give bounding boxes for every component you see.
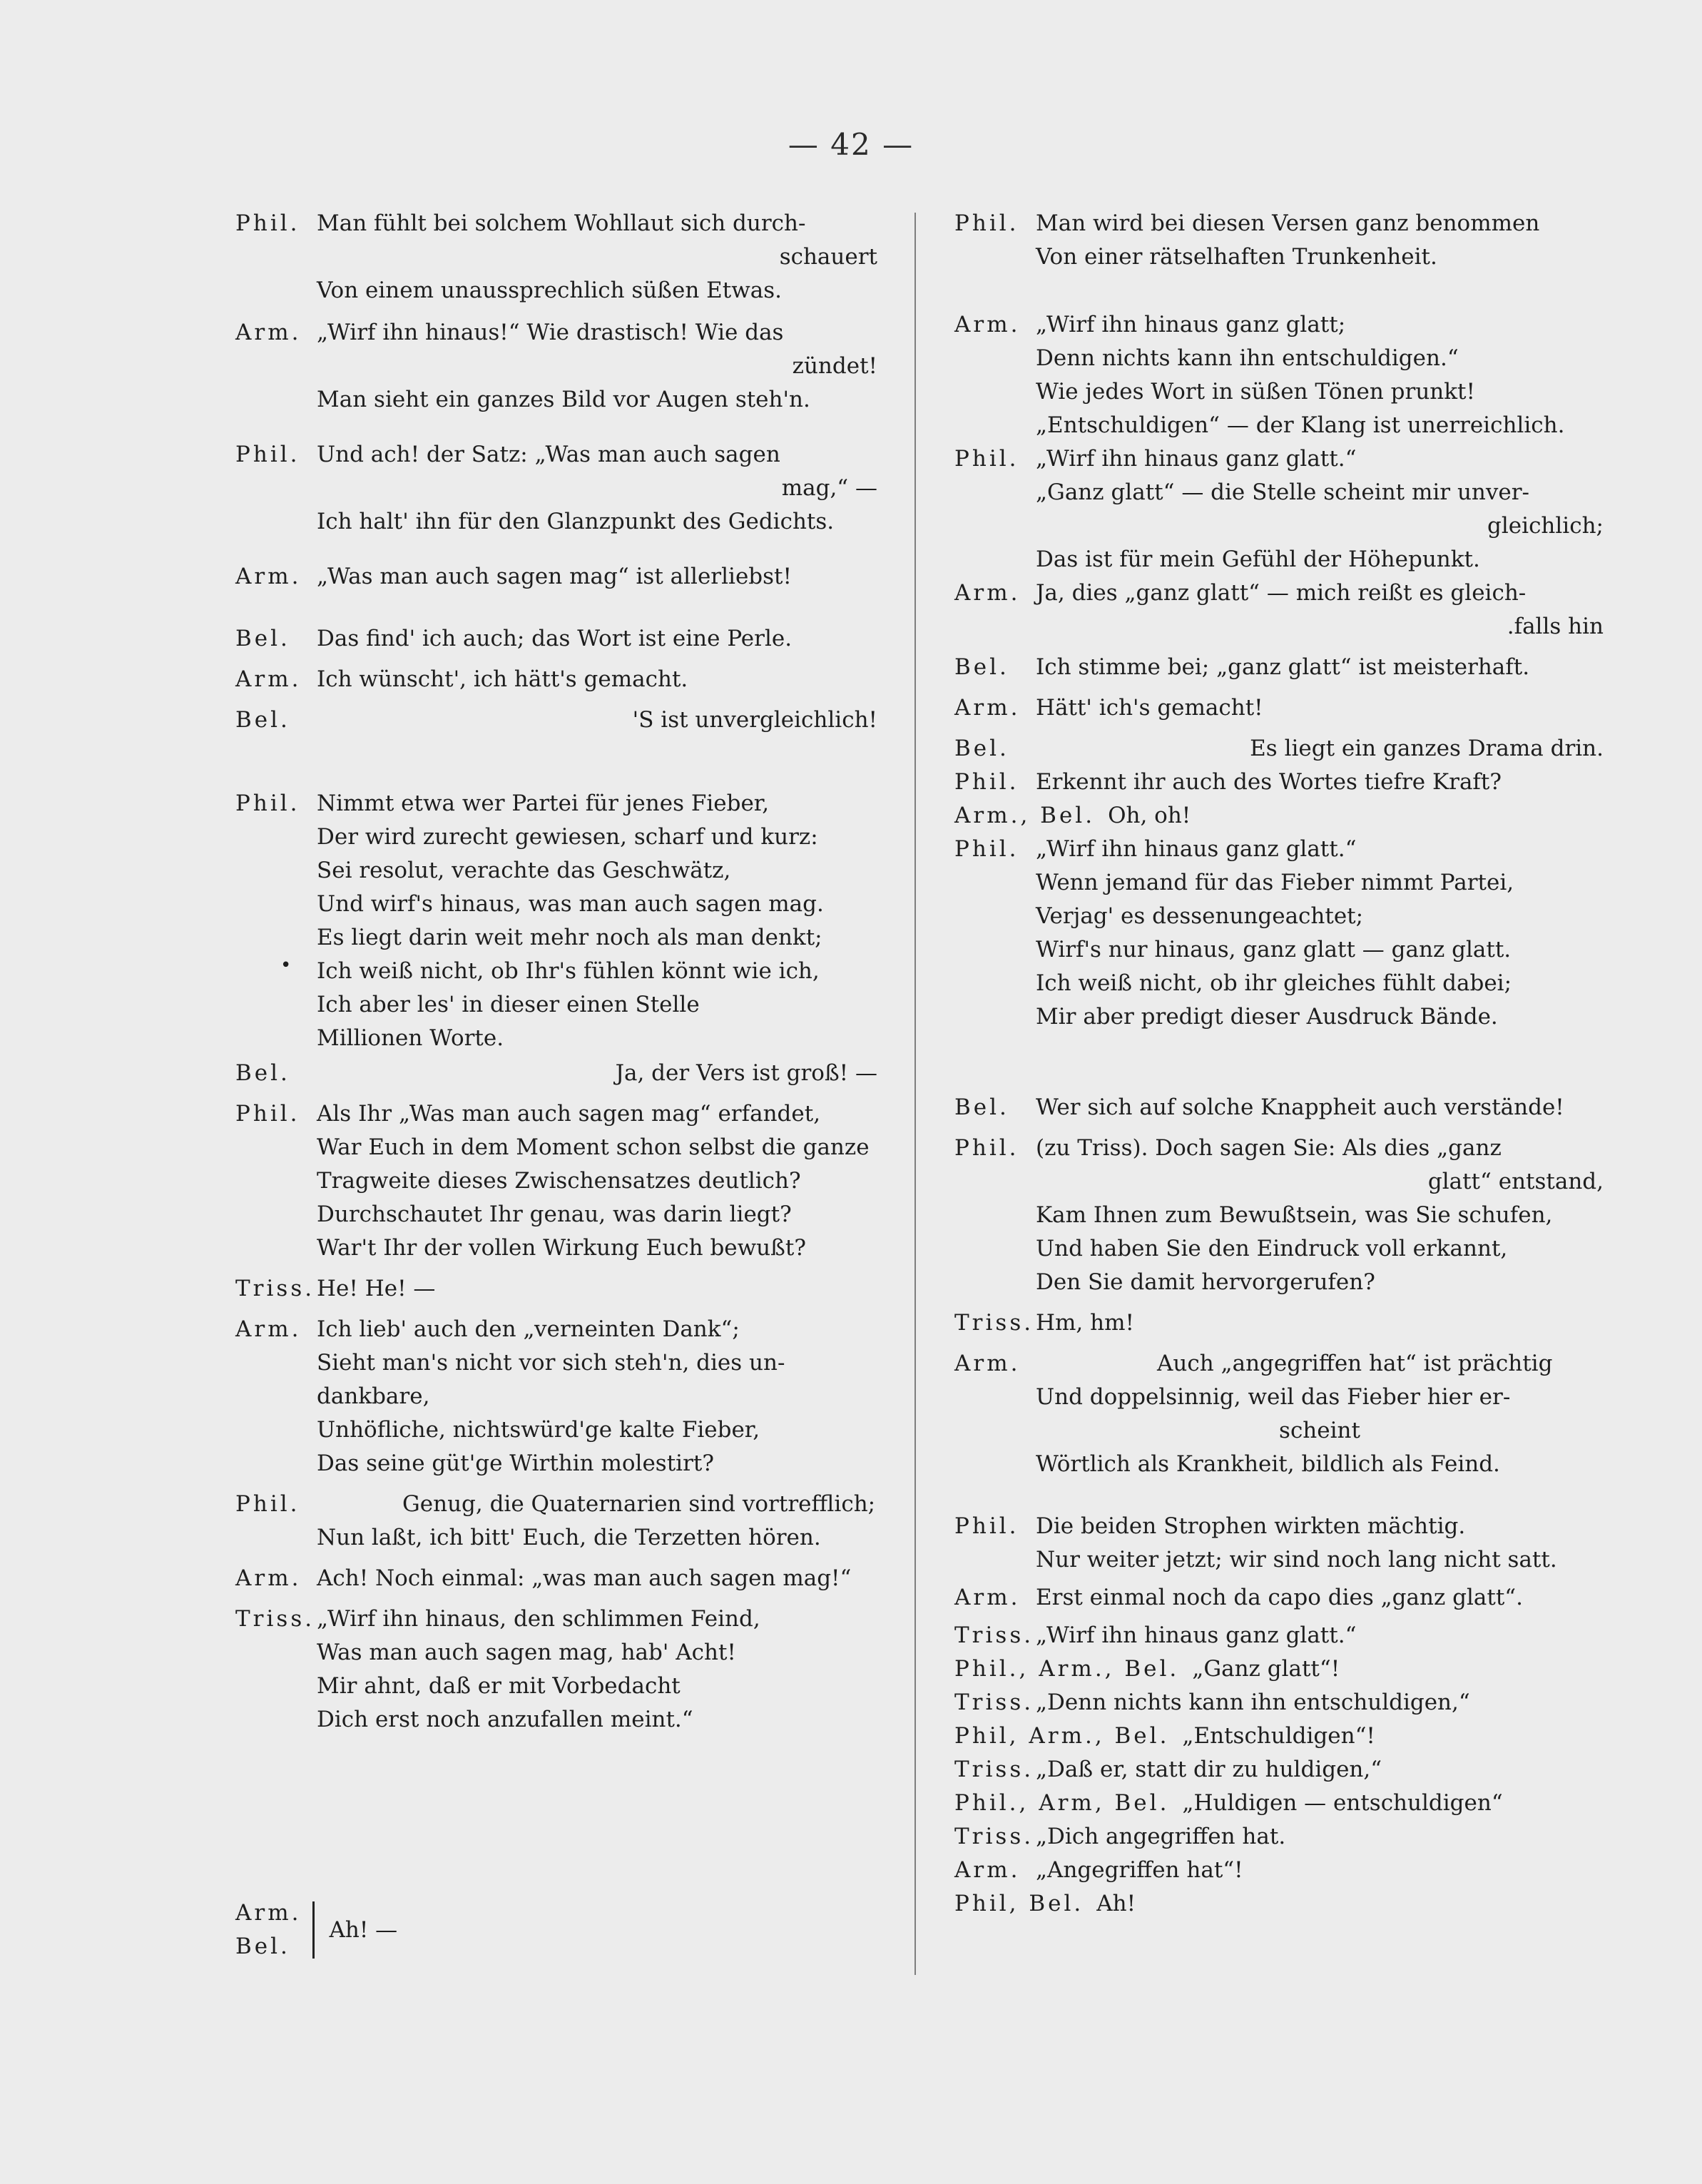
dialogue-entry [954, 1753, 1604, 1787]
speech-line: Mir aber predigt dieser Ausdruck Bände. [1036, 1004, 1498, 1030]
speech [1036, 1686, 1604, 1720]
speaker-name: Triss. [954, 1757, 1034, 1782]
speech [317, 1562, 877, 1595]
speech [1036, 1854, 1604, 1887]
speech [1036, 1306, 1604, 1340]
dialogue-entry [954, 651, 1604, 684]
speech [317, 704, 877, 737]
speech-line: Ach! Noch einmal: „was man auch sagen mag!“ [317, 1565, 852, 1591]
speaker-name: Triss. [235, 1276, 315, 1301]
speech-line: „Wirf ihn hinaus!“ Wie drastisch! Wie das [317, 320, 784, 345]
speech-line: „Wirf ihn hinaus ganz glatt.“ [1036, 446, 1357, 472]
speech [1036, 577, 1604, 644]
speech-line: Ich stimme bei; „ganz glatt“ ist meisterhaft. [1036, 654, 1530, 680]
speaker-name: Phil. [235, 210, 300, 236]
speaker-name: Arm. [235, 1316, 302, 1342]
speech [1096, 1887, 1604, 1921]
speech-line: Ich aber les' in dieser einen Stelle [317, 992, 700, 1017]
speech-line: Ah! [1096, 1891, 1136, 1916]
dialogue-entry [954, 1091, 1604, 1124]
dialogue-entry [235, 1603, 877, 1737]
speaker-name: Phil. [954, 210, 1019, 236]
speech-line: Ich wünscht', ich hätt's gemacht. [317, 666, 688, 692]
speech [1036, 1753, 1604, 1787]
speaker-name: Phil. [954, 836, 1019, 862]
dialogue-entry [235, 316, 877, 417]
dialogue-entry [954, 1854, 1604, 1887]
speech [1036, 1619, 1604, 1652]
speech-line: Von einer rätselhaften Trunkenheit. [1036, 244, 1437, 270]
left-column [235, 207, 877, 1737]
speech [317, 622, 877, 656]
speaker-name: Arm. [235, 1900, 302, 1926]
speech-line: „Wirf ihn hinaus ganz glatt; [1036, 312, 1346, 337]
speech [1036, 1132, 1604, 1299]
dialogue-entry [235, 560, 877, 594]
speech-line: War Euch in dem Moment schon selbst die ganze [317, 1134, 870, 1160]
speaker-name: Phil. [954, 446, 1019, 472]
speaker-name: Arm. [954, 580, 1021, 606]
dialogue-entry [954, 308, 1604, 442]
dialogue-entry [954, 577, 1604, 644]
dialogue-entry [235, 663, 877, 696]
speech-line: Der wird zurecht gewiesen, scharf und kurz: [317, 824, 818, 850]
speech-line: Ja, dies „ganz glatt“ — mich reißt es gleich- [1036, 580, 1527, 606]
speech [317, 663, 877, 696]
speaker-name: Bel. [235, 1060, 290, 1086]
speech-line: Man fühlt bei solchem Wohllaut sich durch- [317, 210, 806, 236]
speech-line: He! He! — [317, 1276, 436, 1301]
dialogue-entry [954, 1347, 1604, 1481]
speech-line: Das seine güt'ge Wirthin molestirt? [317, 1451, 714, 1476]
speech-line: Mir ahnt, daß er mit Vorbedacht [317, 1673, 681, 1699]
speech [317, 1057, 877, 1090]
speaker-name: Triss. [954, 1622, 1034, 1648]
bracket-speakers [235, 1896, 301, 1964]
speech-line: Sieht man's nicht vor sich steh'n, dies un- [317, 1350, 785, 1376]
speech-line: „Entschuldigen“ — der Klang ist unerreichlich. [1036, 412, 1565, 438]
dialogue-entry [954, 1720, 1604, 1753]
speech [317, 438, 877, 539]
dialogue-entry [235, 704, 877, 737]
speaker-name: Triss. [954, 1310, 1034, 1336]
speech-line: Ich weiß nicht, ob ihr gleiches fühlt dabei; [1036, 970, 1512, 996]
speaker-name: Bel. [954, 736, 1009, 761]
speech-line: „Denn nichts kann ihn entschuldigen,“ [1036, 1690, 1470, 1715]
speaker-name: Triss. [235, 1606, 315, 1632]
speaker-name: Phil. [954, 769, 1019, 795]
speech-line: Die beiden Strophen wirkten mächtig. [1036, 1513, 1466, 1539]
speech-line: dankbare, [317, 1383, 430, 1409]
speech [1108, 799, 1604, 833]
speech [1036, 833, 1604, 1034]
speech-line: Hätt' ich's gemacht! [1036, 695, 1263, 721]
speech-line: Wörtlich als Krankheit, bildlich als Feind. [1036, 1451, 1500, 1477]
speech-line: Sei resolut, verachte das Geschwätz, [317, 858, 731, 883]
speech-line: „Wirf ihn hinaus ganz glatt.“ [1036, 1622, 1357, 1648]
speaker-name: Triss. [954, 1824, 1034, 1849]
speech-line: Verjag' es dessenungeachtet; [1036, 903, 1364, 929]
speaker-name: Arm. [235, 564, 302, 589]
speech [1036, 1510, 1604, 1577]
speech-line: Genug, die Quaternarien sind vortrefflich; [402, 1491, 876, 1517]
speech-line: Nimmt etwa wer Partei für jenes Fieber, [317, 791, 770, 816]
dialogue-entry [235, 207, 877, 308]
speech-line: .falls hin [1507, 614, 1604, 639]
speech-line: scheint [1279, 1418, 1360, 1443]
speech-line: Wenn jemand für das Fieber nimmt Partei, [1036, 870, 1514, 895]
speech-line: gleichlich; [1487, 513, 1604, 539]
dialogue-entry [954, 207, 1604, 274]
speech-line: Das ist für mein Gefühl der Höhepunkt. [1036, 547, 1480, 572]
speech [1182, 1720, 1604, 1753]
speaker-name: Arm. [954, 695, 1021, 721]
dialogue-entry [954, 442, 1604, 577]
dialogue-entry [954, 1652, 1604, 1686]
dialogue-entry [954, 732, 1604, 766]
speech [1036, 1091, 1604, 1124]
speaker-name: Phil, Arm., Bel. [954, 1723, 1170, 1749]
speech [1192, 1652, 1604, 1686]
speech-line: schauert [779, 244, 877, 270]
speech-line: Und ach! der Satz: „Was man auch sagen [317, 442, 780, 467]
dialogue-entry [954, 1132, 1604, 1299]
right-column [954, 207, 1604, 1921]
speech-line: Wie jedes Wort in süßen Tönen prunkt! [1036, 379, 1475, 405]
dialogue-entry [954, 1887, 1604, 1921]
speech-line: Und haben Sie den Eindruck voll erkannt, [1036, 1236, 1508, 1261]
speech-line: Auch „angegriffen hat“ ist prächtig [1157, 1351, 1553, 1376]
speech [1036, 207, 1604, 274]
dialogue-entry [235, 1272, 877, 1306]
speech [1036, 691, 1604, 725]
page-number: — 42 — [788, 127, 914, 162]
speech-line: „Was man auch sagen mag“ ist allerliebst! [317, 564, 792, 589]
speech-line: „Wirf ihn hinaus, den schlimmen Feind, [317, 1606, 760, 1632]
speech-line: War't Ihr der vollen Wirkung Euch bewußt? [317, 1235, 806, 1261]
speech-line: (zu Triss). Doch sagen Sie: Als dies „ganz [1036, 1135, 1502, 1161]
dialogue-entry [954, 1510, 1604, 1577]
speaker-name: Bel. [235, 626, 290, 651]
speech-line: Es liegt darin weit mehr noch als man denkt; [317, 925, 822, 950]
speaker-name: Phil., Arm, Bel. [954, 1790, 1170, 1816]
speech-line: Es liegt ein ganzes Drama drin. [1250, 736, 1604, 761]
speech-line: „Angegriffen hat“! [1036, 1857, 1243, 1883]
speech-line: „Ganz glatt“! [1192, 1656, 1340, 1682]
speech [317, 1488, 877, 1555]
speech-line: „Entschuldigen“! [1182, 1723, 1375, 1749]
speaker-name: Bel. [235, 707, 290, 733]
speaker-name: Arm. [235, 666, 302, 692]
speech [317, 1313, 877, 1480]
speech-line: zündet! [792, 353, 877, 379]
brace-mark [312, 1901, 319, 1959]
speech [1036, 1820, 1604, 1854]
speech-line: 'S ist unvergleichlich! [632, 707, 877, 733]
speech [317, 316, 877, 417]
dialogue-entry [235, 438, 877, 539]
speech-line: Denn nichts kann ihn entschuldigen.“ [1036, 345, 1459, 371]
speech [1036, 1581, 1604, 1615]
speaker-name: Phil. [954, 1135, 1019, 1161]
dialogue-entry [954, 1581, 1604, 1615]
speech-line: Man sieht ein ganzes Bild vor Augen steh'n. [317, 387, 810, 412]
speaker-name: Arm. [235, 1565, 302, 1591]
speaker-name: Bel. [954, 1094, 1009, 1120]
dialogue-entry [954, 1306, 1604, 1340]
speech [1036, 732, 1604, 766]
speaker-name: Phil. [235, 442, 300, 467]
speech-line: Erst einmal noch da capo dies „ganz glatt“. [1036, 1585, 1523, 1610]
speech-line: „Dich angegriffen hat. [1036, 1824, 1286, 1849]
speaker-name: Arm. [235, 320, 302, 345]
speaker-name: Arm. [954, 1351, 1021, 1376]
speech-line: Millionen Worte. [317, 1025, 504, 1051]
speech-line: mag,“ — [781, 475, 877, 501]
speaker-name: Phil. [235, 1491, 300, 1517]
bracket-entry [235, 1896, 397, 1964]
speech [317, 560, 877, 594]
dialogue-entry [954, 1686, 1604, 1720]
speech-line: Das find' ich auch; das Wort ist eine Perle. [317, 626, 793, 651]
speech [317, 1603, 877, 1737]
speech-line: „Huldigen — entschuldigen“ [1182, 1790, 1503, 1816]
speech-line: Ich halt' ihn für den Glanzpunkt des Gedichts. [317, 509, 835, 534]
dialogue-entry [954, 691, 1604, 725]
speech-line: Als Ihr „Was man auch sagen mag“ erfandet, [317, 1101, 821, 1127]
speech-line: Ja, der Vers ist groß! — [615, 1060, 877, 1086]
dialogue-entry [235, 1488, 877, 1555]
speaker-name: Arm. [954, 312, 1021, 337]
speech-line: Erkennt ihr auch des Wortes tiefre Kraft? [1036, 769, 1502, 795]
dialogue-entry [954, 833, 1604, 1034]
speaker-name: Phil. [235, 1101, 300, 1127]
dialogue-entry [235, 787, 877, 1055]
speech-line: Den Sie damit hervorgerufen? [1036, 1269, 1375, 1295]
speech [317, 1272, 877, 1306]
speech [1182, 1787, 1604, 1820]
speech-line: Hm, hm! [1036, 1310, 1134, 1336]
dialogue-entry [954, 766, 1604, 799]
speech [1036, 442, 1604, 577]
dialogue-entry [235, 622, 877, 656]
speech-line: Ich lieb' auch den „verneinten Dank“; [317, 1316, 740, 1342]
column-divider [914, 213, 916, 1975]
speech-line: glatt“ entstand, [1427, 1169, 1604, 1194]
speech [1036, 1347, 1604, 1481]
dialogue-entry [954, 1619, 1604, 1652]
speaker-name: Triss. [954, 1690, 1034, 1715]
speech-line: Nun laßt, ich bitt' Euch, die Terzetten hören. [317, 1525, 821, 1550]
speech-line: Oh, oh! [1108, 803, 1191, 828]
speech-line: Tragweite dieses Zwischensatzes deutlich? [317, 1168, 801, 1194]
speech-line: Ah! — [329, 1916, 398, 1943]
dialogue-entry [235, 1562, 877, 1595]
speaker-name: Bel. [235, 1934, 290, 1959]
dialogue-entry [954, 1787, 1604, 1820]
dialogue-entry [954, 1820, 1604, 1854]
speech-line: „Ganz glatt“ — die Stelle scheint mir unver- [1036, 479, 1530, 505]
speech [317, 207, 877, 308]
speaker-name: Arm. [954, 1857, 1021, 1883]
speech-line: Unhöfliche, nichtswürd'ge kalte Fieber, [317, 1417, 760, 1443]
speech-line: „Wirf ihn hinaus ganz glatt.“ [1036, 836, 1357, 862]
speech-line: Durchschautet Ihr genau, was darin liegt? [317, 1202, 792, 1227]
speaker-name: Phil. [954, 1513, 1019, 1539]
speech-line: Was man auch sagen mag, hab' Acht! [317, 1640, 736, 1665]
speech-line: Von einem unaussprechlich süßen Etwas. [317, 278, 782, 303]
speaker-name: Phil., Arm., Bel. [954, 1656, 1180, 1682]
speech-line: Ich weiß nicht, ob Ihr's fühlen könnt wie ich, [317, 958, 820, 984]
speech [317, 1097, 877, 1265]
speech [1036, 766, 1604, 799]
speaker-name: Phil, Bel. [954, 1891, 1084, 1916]
speech-line: Und wirf's hinaus, was man auch sagen mag. [317, 891, 824, 917]
dialogue-entry [235, 1097, 877, 1265]
dialogue-entry [235, 1313, 877, 1480]
speech [1036, 308, 1604, 442]
speech-line: Kam Ihnen zum Bewußtsein, was Sie schufen, [1036, 1202, 1553, 1228]
speech-line: Wirf's nur hinaus, ganz glatt — ganz glatt. [1036, 937, 1512, 963]
margin-bullet: • [280, 955, 292, 976]
speech-line: „Daß er, statt dir zu huldigen,“ [1036, 1757, 1382, 1782]
speech [1036, 651, 1604, 684]
speech-line: Wer sich auf solche Knappheit auch verstände! [1036, 1094, 1564, 1120]
speaker-name: Arm., Bel. [954, 803, 1096, 828]
speaker-name: Phil. [235, 791, 300, 816]
dialogue-entry [235, 1057, 877, 1090]
speaker-name: Arm. [954, 1585, 1021, 1610]
speech-line: Nur weiter jetzt; wir sind noch lang nicht satt. [1036, 1547, 1557, 1573]
speech-line: Man wird bei diesen Versen ganz benommen [1036, 210, 1540, 236]
speech-line: Und doppelsinnig, weil das Fieber hier er- [1036, 1384, 1511, 1410]
speech-line: Dich erst noch anzufallen meint.“ [317, 1707, 693, 1732]
speech [317, 787, 877, 1055]
dialogue-entry [954, 799, 1604, 833]
speaker-name: Bel. [954, 654, 1009, 680]
